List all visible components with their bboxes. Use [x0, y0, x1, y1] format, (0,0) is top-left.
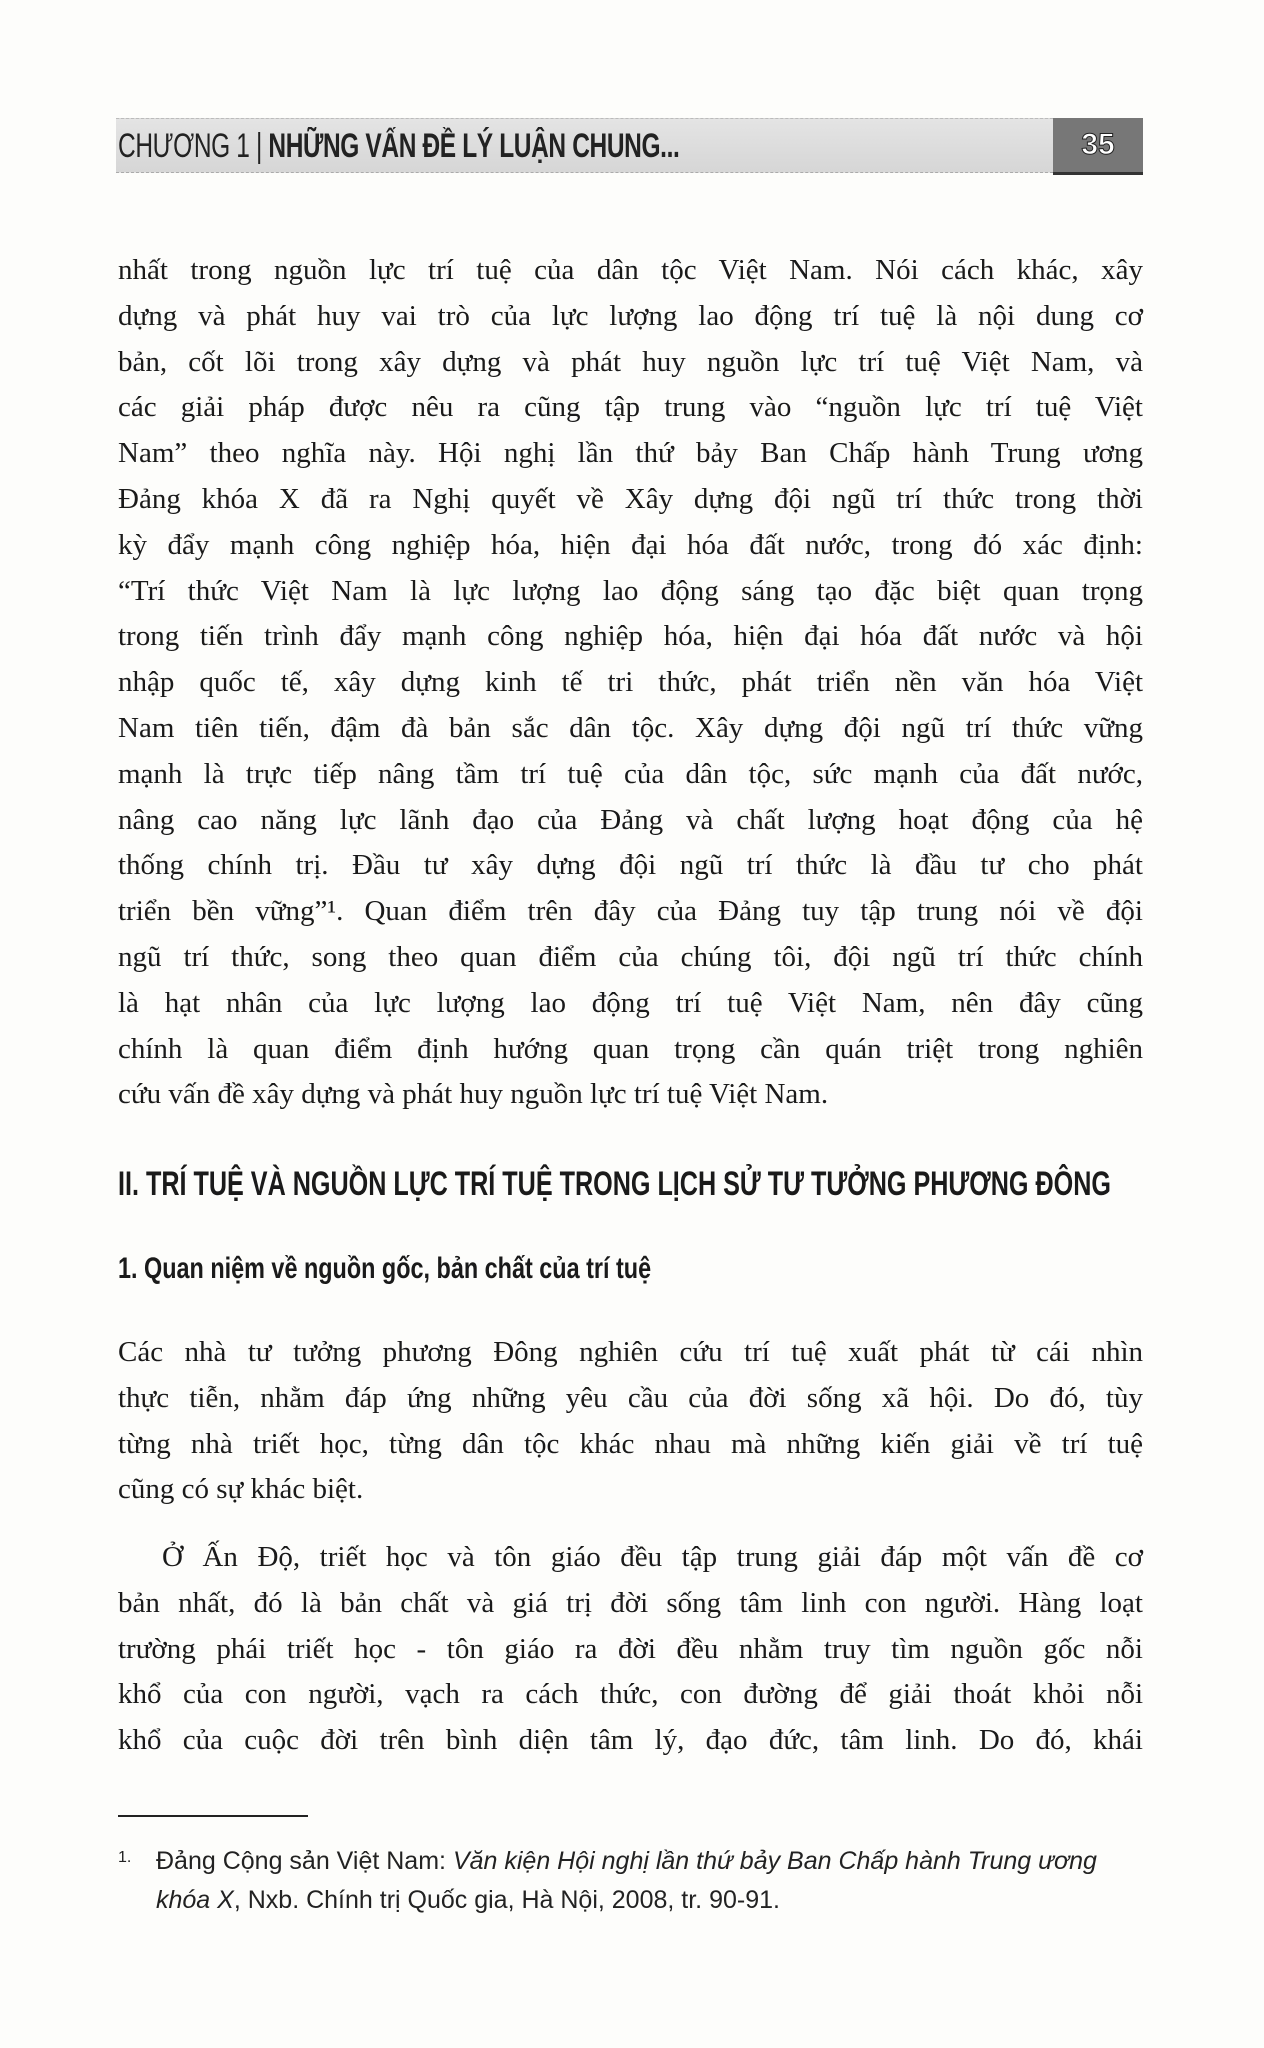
text-line: mạnh là trực tiếp nâng tầm trí tuệ của dân tộc, sức mạnh của đất nước, — [118, 757, 1143, 790]
text-line: Nam tiên tiến, đậm đà bản sắc dân tộc. Xây dựng đội ngũ trí thức vững — [118, 711, 1143, 744]
paragraph-2 — [118, 1330, 1143, 1513]
section-heading: II. TRÍ TUỆ VÀ NGUỒN LỰC TRÍ TUỆ TRONG LỊCH SỬ TƯ TƯỞNG PHƯƠNG ĐÔNG — [118, 1165, 1111, 1203]
text-line: trong tiến trình đẩy mạnh công nghiệp hóa, hiện đại hóa đất nước và hội — [118, 620, 1143, 653]
page-number: 35 — [1053, 118, 1143, 175]
text-line: Nam” theo nghĩa này. Hội nghị lần thứ bảy Ban Chấp hành Trung ương — [118, 437, 1143, 470]
text-line: chính là quan điểm định hướng quan trọng cần quán triệt trong nghiên — [118, 1032, 1143, 1065]
text-line: bản, cốt lõi trong xây dựng và phát huy nguồn lực trí tuệ Việt Nam, và — [118, 345, 1143, 378]
subsection-heading: 1. Quan niệm về nguồn gốc, bản chất của trí tuệ — [118, 1252, 652, 1285]
text-line: thống chính trị. Đầu tư xây dựng đội ngũ trí thức là đầu tư cho phát — [118, 849, 1143, 882]
text-line: Các nhà tư tưởng phương Đông nghiên cứu trí tuệ xuất phát từ cái nhìn — [118, 1336, 1143, 1368]
footnote-publication: , Nxb. Chính trị Quốc gia, Hà Nội, 2008, tr. 90-91. — [233, 1886, 780, 1914]
text-line: là hạt nhân của lực lượng lao động trí tuệ Việt Nam, nên đây cũng — [118, 986, 1143, 1019]
text-line: trường phái triết học - tôn giáo ra đời đều nhằm truy tìm nguồn gốc nỗi — [118, 1632, 1143, 1665]
chapter-label: CHƯƠNG 1 | — [118, 127, 262, 165]
paragraph-1 — [118, 248, 1143, 1118]
running-header-text — [118, 127, 679, 166]
text-line: nâng cao năng lực lãnh đạo của Đảng và chất lượng hoạt động của hệ — [118, 803, 1143, 836]
text-line: thực tiễn, nhằm đáp ứng những yêu cầu của đời sống xã hội. Do đó, tùy — [118, 1381, 1143, 1414]
text-line: từng nhà triết học, từng dân tộc khác nhau mà những kiến giải về trí tuệ — [118, 1427, 1143, 1460]
footnote-title: Văn kiện Hội nghị lần thứ bảy Ban Chấp hành Trung ương khóa X — [156, 1847, 1097, 1914]
text-line: ngũ trí thức, song theo quan điểm của chúng tôi, đội ngũ trí thức chính — [118, 940, 1143, 973]
running-header — [116, 118, 1053, 173]
text-line: triển bền vững”¹. Quan điểm trên đây của Đảng tuy tập trung nói về đội — [118, 895, 1143, 928]
text-line: cứu vấn đề xây dựng và phát huy nguồn lực trí tuệ Việt Nam. — [118, 1078, 829, 1111]
text-line: Đảng khóa X đã ra Nghị quyết về Xây dựng đội ngũ trí thức trong thời — [118, 482, 1143, 515]
footnote-number: 1. — [118, 1849, 132, 1866]
text-line: “Trí thức Việt Nam là lực lượng lao động sáng tạo đặc biệt quan trọng — [118, 574, 1143, 607]
footnote — [118, 1842, 1143, 1920]
text-line: Ở Ấn Độ, triết học và tôn giáo đều tập trung giải đáp một vấn đề cơ — [162, 1541, 1143, 1573]
text-line: cũng có sự khác biệt. — [118, 1473, 364, 1506]
footnote-divider — [118, 1815, 308, 1817]
chapter-title: NHỮNG VẤN ĐỀ LÝ LUẬN CHUNG... — [268, 127, 680, 165]
text-line: các giải pháp được nêu ra cũng tập trung vào “nguồn lực trí tuệ Việt — [118, 391, 1143, 424]
text-line: khổ của cuộc đời trên bình diện tâm lý, đạo đức, tâm linh. Do đó, khái — [118, 1724, 1143, 1757]
text-line: nhất trong nguồn lực trí tuệ của dân tộc Việt Nam. Nói cách khác, xây — [118, 254, 1143, 286]
text-line: dựng và phát huy vai trò của lực lượng lao động trí tuệ là nội dung cơ — [118, 299, 1143, 332]
text-line: kỳ đẩy mạnh công nghiệp hóa, hiện đại hóa đất nước, trong đó xác định: — [118, 528, 1143, 561]
paragraph-3 — [118, 1535, 1143, 1764]
text-line: bản nhất, đó là bản chất và giá trị đời sống tâm linh con người. Hàng loạt — [118, 1586, 1143, 1619]
footnote-author: Đảng Cộng sản Việt Nam: — [156, 1847, 453, 1875]
text-line: nhập quốc tế, xây dựng kinh tế tri thức, phát triển nền văn hóa Việt — [118, 666, 1143, 699]
text-line: khổ của con người, vạch ra cách thức, con đường để giải thoát khỏi nỗi — [118, 1678, 1143, 1711]
